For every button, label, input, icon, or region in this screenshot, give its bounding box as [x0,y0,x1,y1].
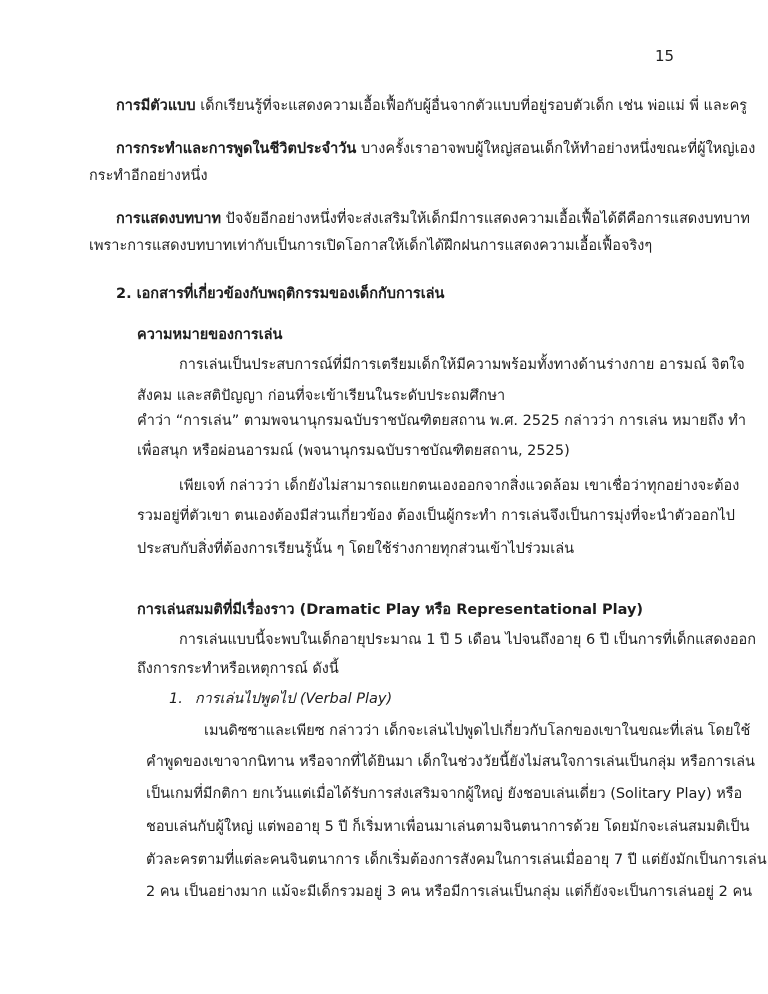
verbal-play-line-4: ชอบเล่นกับผู้ใหญ่ แต่พออายุ 5 ปี ก็เริ่มหาเพื่อนมาเล่นตามจินตนาการด้วย โดยมักจะเล่นสมมติเป็น [146,819,750,835]
meaning-line-4: เพื่อสนุก หรือผ่อนอารมณ์ (พจนานุกรมฉบับราชบัณฑิตยสถาน, 2525) [137,443,570,459]
role-model-text: เด็กเรียนรู้ที่จะแสดงความเอื้อเฟื้อกับผู้อื่นจากตัวแบบที่อยู่รอบตัวเด็ก เช่น พ่อแม่ พี่ และครู [195,98,748,114]
meaning-line-3: คำว่า “การเล่น” ตามพจนานุกรมฉบับราชบัณฑิตยสถาน พ.ศ. 2525 กล่าวว่า การเล่น หมายถึง ทำ [137,413,746,429]
meaning-line-2: สังคม และสติปัญญา ก่อนที่จะเข้าเรียนในระดับประถมศึกษา [137,388,506,404]
verbal-play-line-2: คำพูดของเขาจากนิทาน หรือจากที่ได้ยินมา เด็กในช่วงวัยนี้ยังไม่สนใจการเล่นเป็นกลุ่ม หรือการเล่น [146,754,755,770]
page-number: 15 [655,47,675,65]
paragraph-role-play [116,209,750,229]
daily-action-line2: กระทำอีกอย่างหนึ่ง [89,168,208,184]
role-play-line2: เพราะการแสดงบทบาทเท่ากับเป็นการเปิดโอกาสให้เด็กได้ฝึกฝนการแสดงความเอื้อเฟื้อจริงๆ [89,238,653,254]
meaning-line-1: การเล่นเป็นประสบการณ์ที่มีการเตรียมเด็กให้มีความพร้อมทั้งทางด้านร่างกาย อารมณ์ จิตใจ [179,357,745,373]
verbal-play-line-5: ตัวละครตามที่แต่ละคนจินตนาการ เด็กเริ่มต้องการสังคมในการเล่นเมื่ออายุ 7 ปี แต่ยังมักเป็นการเล่น [146,852,767,868]
verbal-play-line-1: เมนดิซซาและเพียซ กล่าวว่า เด็กจะเล่นไปพูดไปเกี่ยวกับโลกของเขาในขณะที่เล่น โดยใช้ [204,723,751,739]
section-2-heading: 2. เอกสารที่เกี่ยวข้องกับพฤติกรรมของเด็กกับการเล่น [116,286,445,302]
meaning-heading: ความหมายของการเล่น [137,327,283,343]
meaning-line-5: เพียเจท์ กล่าวว่า เด็กยังไม่สามารถแยกตนเองออกจากสิ่งแวดล้อม เขาเชื่อว่าทุกอย่างจะต้อง [179,478,740,494]
term-role-play: การแสดงบทบาท [116,211,222,227]
meaning-line-7: ประสบกับสิ่งที่ต้องการเรียนรู้นั้น ๆ โดยใช้ร่างกายทุกส่วนเข้าไปร่วมเล่น [137,541,575,557]
role-play-text: ปัจจัยอีกอย่างหนึ่งที่จะส่งเสริมให้เด็กมีการแสดงความเอื้อเฟื้อได้ดีคือการแสดงบทบาท [221,211,750,227]
daily-action-text: บางครั้งเราอาจพบผู้ใหญ่สอนเด็กให้ทำอย่างหนึ่งขณะที่ผู้ใหญ่เอง [356,141,756,157]
term-role-model: การมีตัวแบบ [116,98,196,114]
paragraph-role-model [116,96,747,116]
meaning-line-6: รวมอยู่ที่ตัวเขา ตนเองต้องมีส่วนเกี่ยวข้อง ต้องเป็นผู้กระทำ การเล่นจึงเป็นการมุ่งที่จะนำตัวออกไป [137,508,735,524]
dramatic-line-2: ถึงการกระทำหรือเหตุการณ์ ดังนี้ [137,661,339,677]
term-daily-action: การกระทำและการพูดในชีวิตประจำวัน [116,141,357,157]
list-item-label: การเล่นไปพูดไป (Verbal Play) [194,691,393,707]
paragraph-daily-action [116,139,755,159]
dramatic-play-heading: การเล่นสมมติที่มีเรื่องราว (Dramatic Play หรือ Representational Play) [137,602,644,618]
list-item-number: 1. [169,691,183,707]
dramatic-line-1: การเล่นแบบนี้จะพบในเด็กอายุประมาณ 1 ปี 5 เดือน ไปจนถึงอายุ 6 ปี เป็นการที่เด็กแสดงออก [179,632,757,648]
verbal-play-line-6: 2 คน เป็นอย่างมาก แม้จะมีเด็กรวมอยู่ 3 คน หรือมีการเล่นเป็นกลุ่ม แต่ก็ยังจะเป็นการเล่นอยู่ 2 คน [146,884,753,900]
verbal-play-line-3: เป็นเกมที่มีกติกา ยกเว้นแต่เมื่อได้รับการส่งเสริมจากผู้ใหญ่ ยังชอบเล่นเดี่ยว (Solitary Play) หรือ [146,786,743,802]
list-item-verbal-play [169,689,392,709]
